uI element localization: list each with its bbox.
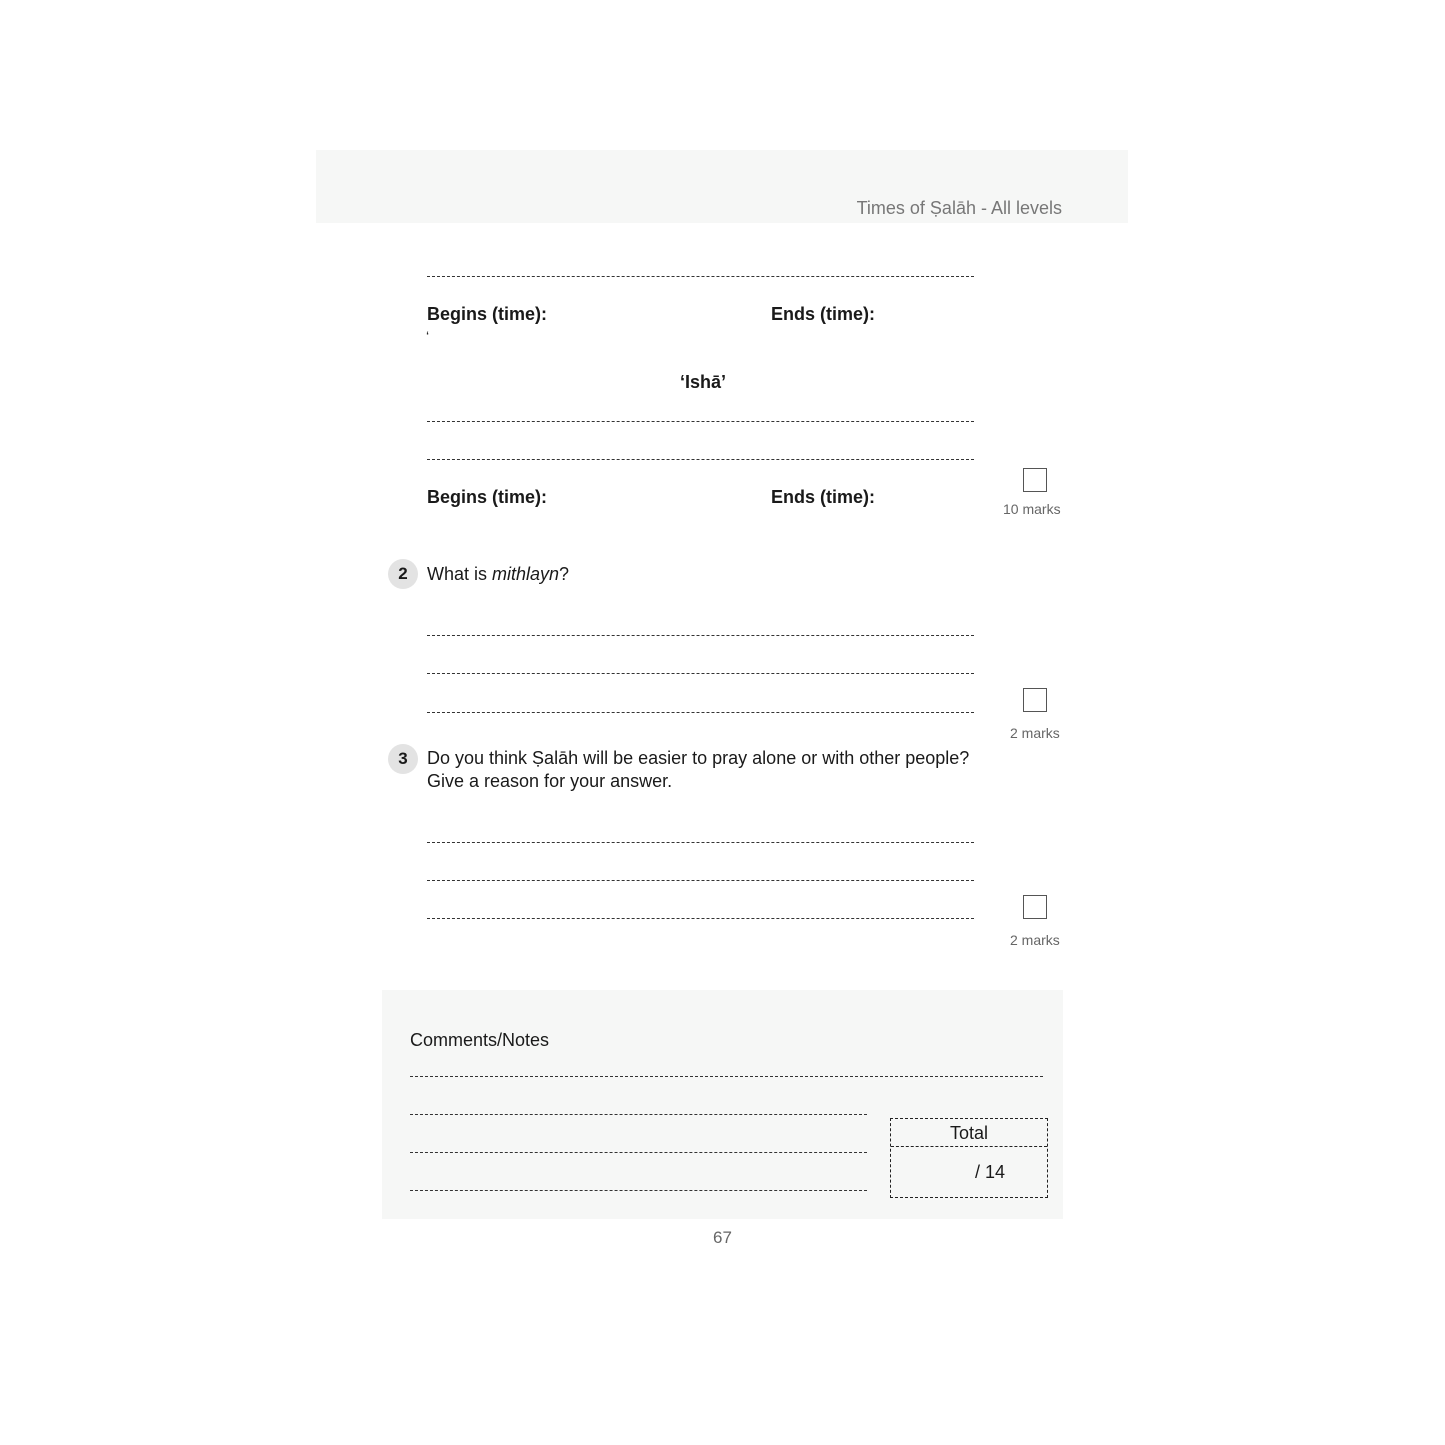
page-number: 67 — [713, 1228, 732, 1247]
marks-label: 2 marks — [1010, 725, 1060, 741]
total-label: Total — [949, 1123, 989, 1143]
question-number-badge: 3 — [388, 744, 418, 774]
answer-line[interactable] — [427, 842, 974, 843]
answer-line[interactable] — [427, 276, 974, 277]
notes-line[interactable] — [410, 1152, 867, 1153]
ends-time-label: Ends (time): — [771, 487, 876, 507]
question-3-line-1: Do you think Ṣalāh will be easier to pray alone or with other people? — [427, 748, 970, 768]
answer-line[interactable] — [427, 635, 974, 636]
mithlayn-term: mithlayn — [492, 564, 560, 584]
stray-mark: ‘ — [426, 328, 430, 344]
marks-checkbox[interactable] — [1023, 468, 1047, 492]
total-score-box — [890, 1118, 1048, 1198]
answer-line[interactable] — [427, 918, 974, 919]
comments-notes-title: Comments/Notes — [410, 1030, 550, 1050]
total-score[interactable]: / 14 — [975, 1162, 1006, 1182]
marks-label: 2 marks — [1010, 932, 1060, 948]
answer-line[interactable] — [427, 712, 974, 713]
answer-line[interactable] — [427, 459, 974, 460]
question-number-badge: 2 — [388, 559, 418, 589]
question-3-line-2: Give a reason for your answer. — [427, 771, 673, 791]
answer-line[interactable] — [427, 880, 974, 881]
prayer-name-isha: ‘Ishā’ — [680, 372, 727, 392]
question-2-text: What is mithlayn? — [427, 564, 570, 584]
marks-checkbox[interactable] — [1023, 688, 1047, 712]
ends-time-label: Ends (time): — [771, 304, 876, 324]
notes-line[interactable] — [410, 1076, 1043, 1077]
page-header-title: Times of Ṣalāh - All levels — [856, 198, 1062, 218]
notes-line[interactable] — [410, 1114, 867, 1115]
notes-line[interactable] — [410, 1190, 867, 1191]
begins-time-label: Begins (time): — [427, 487, 548, 507]
marks-checkbox[interactable] — [1023, 895, 1047, 919]
answer-line[interactable] — [427, 421, 974, 422]
total-divider — [891, 1146, 1047, 1147]
answer-line[interactable] — [427, 673, 974, 674]
begins-time-label: Begins (time): — [427, 304, 548, 324]
marks-label: 10 marks — [1003, 501, 1061, 517]
